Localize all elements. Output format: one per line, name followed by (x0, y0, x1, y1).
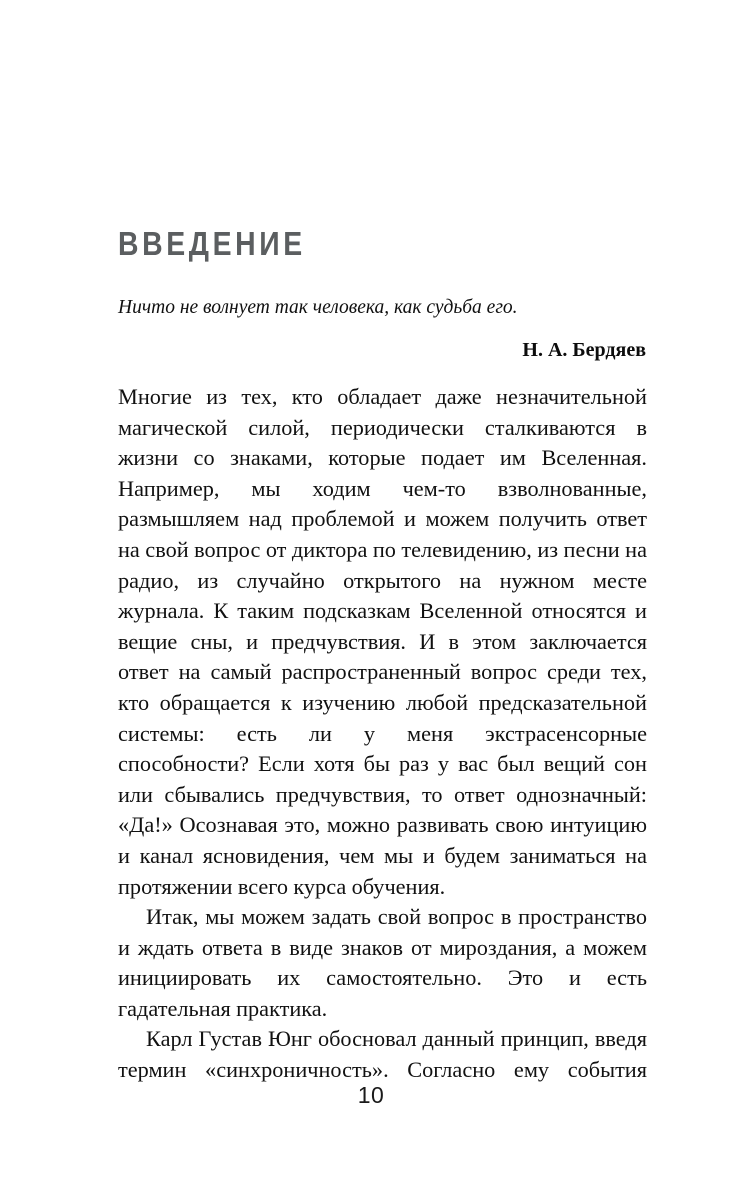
page-title: ВВЕДЕНИЕ (118, 225, 306, 262)
body-paragraph: Итак, мы можем задать свой вопрос в пространство и ждать ответа в виде знаков от мироздания, а можем инициировать их самостоятельно. Это и есть гадательная практика. (118, 904, 647, 1021)
epigraph-author: Н. А. Бердяев (522, 339, 646, 361)
epigraph-quote: Ничто не волнует так человека, как судьба его. (118, 297, 518, 318)
epigraph (118, 295, 646, 363)
page-number: 10 (357, 1082, 385, 1108)
body-paragraph: Многие из тех, кто обладает даже незначительной магической силой, периодически сталкиваются в жизни со знаками, которые подает им Вселенная. Например, мы ходим чем-то взволнованные, размышляем над проблемой и можем получить ответ на свой вопрос от диктора по телевидению, из песни на радио, из случайно открытого на нужном месте журнала. К таким подсказкам Вселенной относятся и вещие сны, и предчувствия. И в этом заключается ответ на самый распространенный вопрос среди тех, кто обращается к изучению любой предсказательной системы: есть ли у меня экстрасенсорные способности? Если хотя бы раз у вас был вещий сон или сбывались предчувствия, то ответ однозначный: «Да!» Осознавая это, можно развивать свою интуицию и канал ясновидения, чем мы и будем заниматься на протяжении всего курса обучения. (118, 384, 647, 899)
body-text (118, 382, 647, 1116)
body-paragraph: Карл Густав Юнг обосновал данный принцип, введя термин «синхроничность». Согласно ему события (118, 1026, 647, 1083)
